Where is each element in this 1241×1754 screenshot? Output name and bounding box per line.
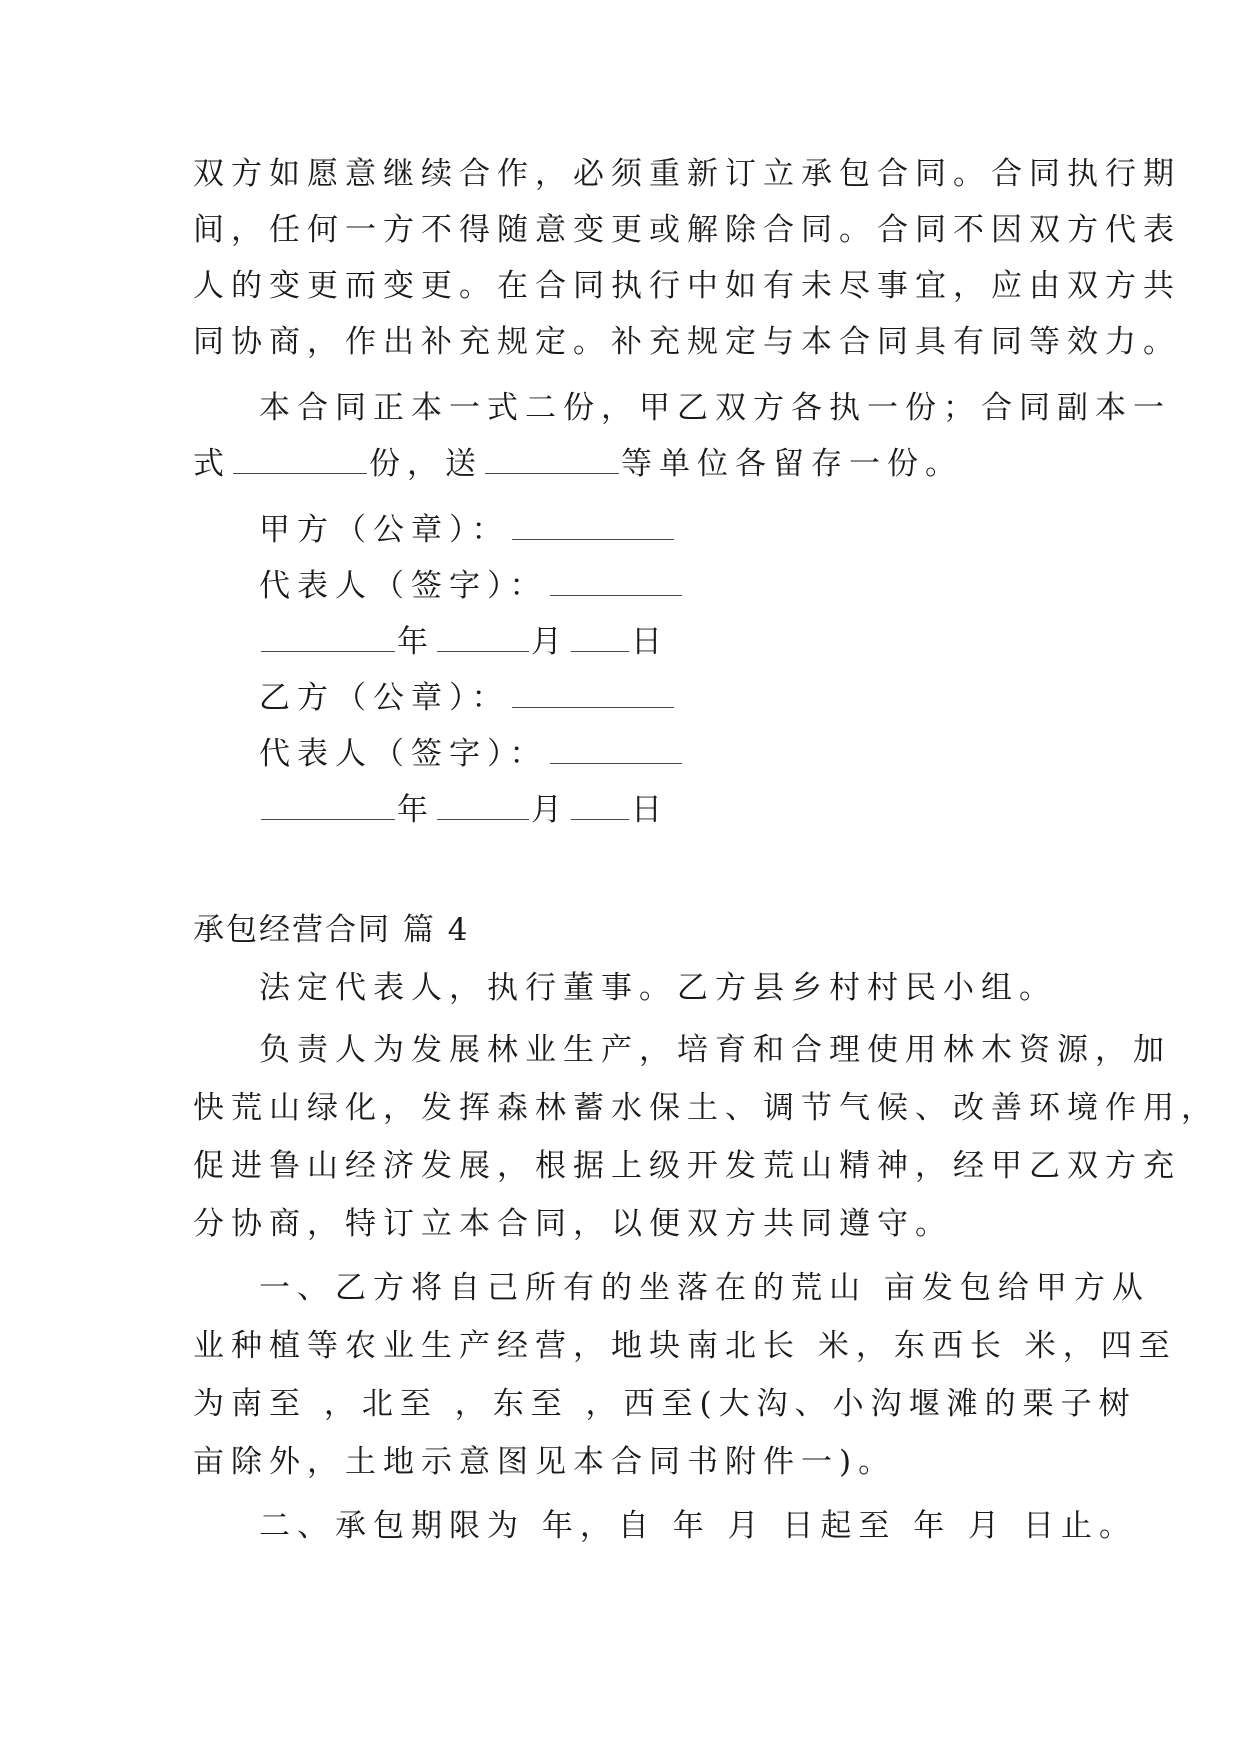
month-blank bbox=[437, 625, 529, 652]
party-b-seal-label: 乙方（公章）： bbox=[259, 680, 510, 716]
party-a-rep-label: 代表人（签字）： bbox=[259, 568, 548, 604]
copies-count-blank bbox=[233, 447, 367, 474]
party-a-seal-blank bbox=[512, 513, 674, 540]
paragraph-line: 间，任何一方不得随意变更或解除合同。合同不因双方代表 bbox=[193, 212, 1181, 248]
year-label: 年 bbox=[397, 792, 435, 828]
month-label: 月 bbox=[531, 624, 569, 660]
party-b-rep bbox=[259, 734, 684, 774]
party-a-date bbox=[259, 622, 669, 662]
paragraph-line: 负责人为发展林业生产，培育和合理使用林木资源，加 bbox=[259, 1032, 1171, 1068]
clause-line: 一、乙方将自己所有的坐落在的荒山 亩发包给甲方从 bbox=[259, 1270, 1150, 1306]
copies-text: 份，送 bbox=[369, 446, 483, 482]
year-blank bbox=[261, 793, 395, 820]
party-b-seal-blank bbox=[512, 681, 674, 708]
clause-line: 业种植等农业生产经营，地块南北长 米，东西长 米，四至 bbox=[193, 1328, 1177, 1364]
paragraph-line: 促进鲁山经济发展，根据上级开发荒山精神，经甲乙双方充 bbox=[193, 1148, 1181, 1184]
day-blank bbox=[571, 625, 629, 652]
paragraph-line: 快荒山绿化，发挥森林蓄水保土、调节气候、改善环境作用， bbox=[193, 1090, 1219, 1126]
clause-line: 为南至 ，北至 ，东至 ，西至(大沟、小沟堰滩的栗子树 bbox=[193, 1386, 1137, 1422]
year-label: 年 bbox=[397, 624, 435, 660]
paragraph-line: 分协商，特订立本合同，以便双方共同遵守。 bbox=[193, 1206, 953, 1242]
party-b-rep-blank bbox=[550, 737, 682, 764]
month-blank bbox=[437, 793, 529, 820]
paragraph-line: 双方如愿意继续合作，必须重新订立承包合同。合同执行期 bbox=[193, 156, 1181, 192]
party-a-rep bbox=[259, 566, 684, 606]
copies-recipient-blank bbox=[485, 447, 619, 474]
party-a-seal-label: 甲方（公章）： bbox=[259, 512, 510, 548]
day-label: 日 bbox=[631, 792, 669, 828]
party-a-rep-blank bbox=[550, 569, 682, 596]
clause-line: 二、承包期限为 年，自 年 月 日起至 年 月 日止。 bbox=[259, 1508, 1137, 1544]
party-a-seal bbox=[259, 510, 676, 550]
copies-line-blanks bbox=[193, 444, 963, 484]
intro-line: 法定代表人，执行董事。乙方县乡村村民小组。 bbox=[259, 970, 1057, 1006]
party-b-rep-label: 代表人（签字）： bbox=[259, 736, 548, 772]
paragraph-line: 同协商，作出补充规定。补充规定与本合同具有同等效力。 bbox=[193, 324, 1181, 360]
month-label: 月 bbox=[531, 792, 569, 828]
day-blank bbox=[571, 793, 629, 820]
party-b-date bbox=[259, 790, 669, 830]
day-label: 日 bbox=[631, 624, 669, 660]
year-blank bbox=[261, 625, 395, 652]
copies-line: 本合同正本一式二份，甲乙双方各执一份；合同副本一 bbox=[259, 390, 1171, 426]
copies-text: 式 bbox=[193, 446, 231, 482]
copies-text: 等单位各留存一份。 bbox=[621, 446, 963, 482]
party-b-seal bbox=[259, 678, 676, 718]
section-heading: 承包经营合同 篇 4 bbox=[193, 912, 470, 948]
clause-line: 亩除外，土地示意图见本合同书附件一)。 bbox=[193, 1444, 897, 1480]
paragraph-line: 人的变更而变更。在合同执行中如有未尽事宜，应由双方共 bbox=[193, 268, 1181, 304]
